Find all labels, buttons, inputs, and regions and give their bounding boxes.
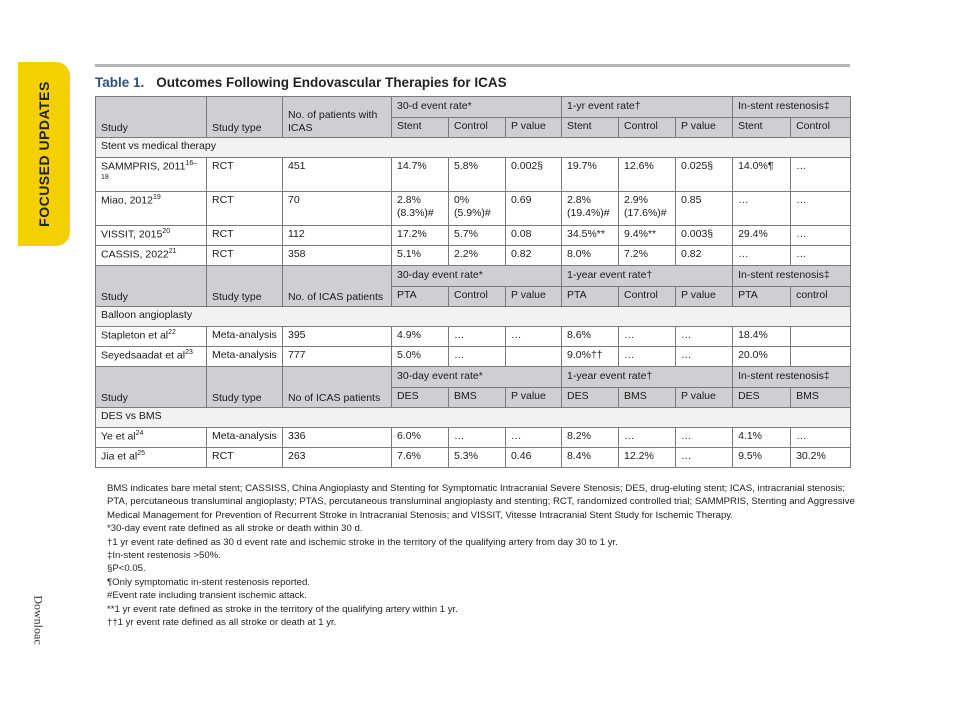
value-cell: 7.6% bbox=[392, 448, 449, 468]
study-cell bbox=[96, 192, 207, 226]
col-subheader: P value bbox=[506, 388, 562, 408]
value-cell: 17.2% bbox=[392, 226, 449, 246]
col-subheader: Stent bbox=[733, 118, 791, 138]
value-cell: … bbox=[676, 428, 733, 448]
value-cell: 0.85 bbox=[676, 192, 733, 226]
value-cell: 2.9% (17.6%)# bbox=[619, 192, 676, 226]
table-footnotes bbox=[95, 482, 855, 629]
col-subheader: Control bbox=[449, 118, 506, 138]
study-name: Seyedsaadat et al bbox=[101, 349, 186, 362]
value-cell: 0.82 bbox=[676, 246, 733, 266]
value-cell: 5.0% bbox=[392, 347, 449, 367]
col-group-header: In-stent restenosis‡ bbox=[733, 97, 851, 118]
patients-cell: 395 bbox=[283, 327, 392, 347]
col-group-header: In-stent restenosis‡ bbox=[733, 266, 851, 287]
col-header-study-type: Study type bbox=[207, 97, 283, 138]
col-group-header: 1-year event rate† bbox=[562, 367, 733, 388]
col-subheader: PTA bbox=[392, 287, 449, 307]
table-row bbox=[96, 448, 851, 468]
value-cell: 8.4% bbox=[562, 448, 619, 468]
col-header-patients: No of ICAS patients bbox=[283, 367, 392, 408]
study-ref: 20 bbox=[162, 228, 171, 235]
col-subheader: P value bbox=[506, 118, 562, 138]
col-subheader: Control bbox=[619, 118, 676, 138]
study-cell bbox=[96, 428, 207, 448]
value-cell: … bbox=[619, 347, 676, 367]
table-row bbox=[96, 192, 851, 226]
patients-cell: 263 bbox=[283, 448, 392, 468]
value-cell: … bbox=[791, 158, 851, 192]
section-row bbox=[96, 307, 851, 327]
section-tab bbox=[18, 62, 70, 246]
value-cell: … bbox=[791, 226, 851, 246]
value-cell: 0.025§ bbox=[676, 158, 733, 192]
col-subheader: BMS bbox=[449, 388, 506, 408]
col-header-patients: No. of patients with ICAS bbox=[283, 97, 392, 138]
col-subheader: P value bbox=[676, 118, 733, 138]
value-cell: 4.9% bbox=[392, 327, 449, 347]
col-subheader: Stent bbox=[562, 118, 619, 138]
value-cell bbox=[791, 327, 851, 347]
col-header-study-type: Study type bbox=[207, 367, 283, 408]
value-cell: 12.2% bbox=[619, 448, 676, 468]
study-cell bbox=[96, 226, 207, 246]
value-cell: … bbox=[733, 192, 791, 226]
table-row bbox=[96, 158, 851, 192]
value-cell: 0% (5.9%)# bbox=[449, 192, 506, 226]
value-cell: … bbox=[791, 192, 851, 226]
outcomes-table bbox=[95, 96, 851, 468]
study-type-cell: Meta-analysis bbox=[207, 428, 283, 448]
value-cell: … bbox=[676, 347, 733, 367]
value-cell: 6.0% bbox=[392, 428, 449, 448]
col-subheader: DES bbox=[392, 388, 449, 408]
table-number: Table 1. bbox=[95, 75, 145, 90]
footnote: ‡In-stent restenosis >50%. bbox=[107, 550, 221, 562]
col-subheader: Control bbox=[791, 118, 851, 138]
table-title bbox=[95, 75, 507, 90]
col-subheader: BMS bbox=[619, 388, 676, 408]
col-subheader: DES bbox=[562, 388, 619, 408]
value-cell: 7.2% bbox=[619, 246, 676, 266]
study-cell bbox=[96, 327, 207, 347]
value-cell: 2.2% bbox=[449, 246, 506, 266]
study-ref: 23 bbox=[185, 349, 193, 356]
header-row bbox=[96, 266, 851, 287]
col-header-study: Study bbox=[96, 367, 207, 408]
col-subheader: P value bbox=[676, 388, 733, 408]
value-cell: 2.8% (19.4%)# bbox=[562, 192, 619, 226]
value-cell: 8.2% bbox=[562, 428, 619, 448]
footnote: *30-day event rate defined as all stroke or death within 30 d. bbox=[107, 523, 363, 535]
footnote: #Event rate including transient ischemic attack. bbox=[107, 590, 307, 602]
table-row bbox=[96, 246, 851, 266]
value-cell: 0.003§ bbox=[676, 226, 733, 246]
value-cell: 4.1% bbox=[733, 428, 791, 448]
col-group-header: 30-day event rate* bbox=[392, 367, 562, 388]
study-name: VISSIT, 2015 bbox=[101, 228, 163, 241]
col-header-study-type: Study type bbox=[207, 266, 283, 307]
section-label: DES vs BMS bbox=[96, 408, 851, 428]
col-group-header: 1-year event rate† bbox=[562, 266, 733, 287]
study-name: Ye et al bbox=[101, 430, 136, 443]
table-title-text: Outcomes Following Endovascular Therapies for ICAS bbox=[156, 75, 507, 90]
value-cell: … bbox=[676, 327, 733, 347]
col-subheader: Control bbox=[619, 287, 676, 307]
value-cell: 14.0%¶ bbox=[733, 158, 791, 192]
value-cell: 9.4%** bbox=[619, 226, 676, 246]
col-header-study: Study bbox=[96, 97, 207, 138]
col-subheader: Control bbox=[449, 287, 506, 307]
value-cell: … bbox=[619, 327, 676, 347]
value-cell: … bbox=[676, 448, 733, 468]
patients-cell: 777 bbox=[283, 347, 392, 367]
value-cell: 5.7% bbox=[449, 226, 506, 246]
col-subheader: control bbox=[791, 287, 851, 307]
col-subheader: BMS bbox=[791, 388, 851, 408]
study-type-cell: RCT bbox=[207, 192, 283, 226]
study-ref: 21 bbox=[168, 248, 177, 255]
col-subheader: PTA bbox=[733, 287, 791, 307]
value-cell: 9.5% bbox=[733, 448, 791, 468]
study-name: Jia et al bbox=[101, 450, 138, 463]
section-tab-label: FOCUSED UPDATES bbox=[36, 81, 52, 227]
study-cell bbox=[96, 347, 207, 367]
col-subheader: P value bbox=[676, 287, 733, 307]
col-subheader: P value bbox=[506, 287, 562, 307]
col-subheader: PTA bbox=[562, 287, 619, 307]
patients-cell: 112 bbox=[283, 226, 392, 246]
footnote: **1 yr event rate defined as stroke in the territory of the qualifying artery within 1 yr. bbox=[107, 603, 458, 615]
table-row bbox=[96, 327, 851, 347]
study-type-cell: RCT bbox=[207, 246, 283, 266]
study-ref: 19 bbox=[152, 194, 161, 201]
study-type-cell: RCT bbox=[207, 448, 283, 468]
study-name: Stapleton et al bbox=[101, 329, 169, 342]
value-cell: 5.1% bbox=[392, 246, 449, 266]
value-cell bbox=[506, 347, 562, 367]
value-cell: 9.0%†† bbox=[562, 347, 619, 367]
value-cell bbox=[791, 347, 851, 367]
col-subheader: DES bbox=[733, 388, 791, 408]
col-group-header: 1-yr event rate† bbox=[562, 97, 733, 118]
value-cell: … bbox=[449, 327, 506, 347]
abbreviations-note: BMS indicates bare metal stent; CASSISS, China Angioplasty and Stenting for Symptomatic Intracranial Severe Stenosis; DES, drug-eluting stent; ICAS, intracranial stenosis; PTA, percutaneous transluminal angioplasty; PTAS, percutaneous transluminal angioplasty and stenting; RCT, randomized controlled trial; SAMMPRIS, Stenting and Aggressive Medical Management for Prevention of Recurrent Stroke in Intracranial Stenosis; and VISSIT, Vitesse Intracranial Stent Study for Ischemic Therapy. bbox=[107, 483, 855, 521]
study-ref: 24 bbox=[135, 430, 144, 437]
study-type-cell: Meta-analysis bbox=[207, 347, 283, 367]
value-cell: 19.7% bbox=[562, 158, 619, 192]
download-watermark: Downloac bbox=[31, 595, 46, 645]
value-cell: … bbox=[619, 428, 676, 448]
value-cell: 0.69 bbox=[506, 192, 562, 226]
value-cell: … bbox=[449, 428, 506, 448]
top-rule bbox=[95, 64, 850, 67]
section-label: Balloon angioplasty bbox=[96, 307, 851, 327]
value-cell: 14.7% bbox=[392, 158, 449, 192]
header-row bbox=[96, 367, 851, 388]
study-name: Miao, 2012 bbox=[101, 194, 153, 207]
section-label: Stent vs medical therapy bbox=[96, 138, 851, 158]
table-row bbox=[96, 226, 851, 246]
value-cell: 5.8% bbox=[449, 158, 506, 192]
footnote: †1 yr event rate defined as 30 d event rate and ischemic stroke in the territory of the qualifying artery from day 30 to 1 yr. bbox=[107, 536, 618, 548]
study-cell bbox=[96, 246, 207, 266]
study-name: SAMMPRIS, 2011 bbox=[101, 160, 186, 173]
value-cell: 8.6% bbox=[562, 327, 619, 347]
col-header-patients: No. of ICAS patients bbox=[283, 266, 392, 307]
study-type-cell: RCT bbox=[207, 158, 283, 192]
patients-cell: 70 bbox=[283, 192, 392, 226]
table-row bbox=[96, 428, 851, 448]
value-cell: 34.5%** bbox=[562, 226, 619, 246]
patients-cell: 358 bbox=[283, 246, 392, 266]
col-group-header: In-stent restenosis‡ bbox=[733, 367, 851, 388]
study-ref: 25 bbox=[137, 450, 145, 457]
col-group-header: 30-d event rate* bbox=[392, 97, 562, 118]
value-cell: … bbox=[506, 327, 562, 347]
footnote: ††1 yr event rate defined as all stroke or death at 1 yr. bbox=[107, 617, 337, 629]
study-type-cell: RCT bbox=[207, 226, 283, 246]
study-type-cell: Meta-analysis bbox=[207, 327, 283, 347]
value-cell: 0.82 bbox=[506, 246, 562, 266]
study-ref: 16–18 bbox=[101, 160, 198, 181]
patients-cell: 336 bbox=[283, 428, 392, 448]
section-row bbox=[96, 408, 851, 428]
value-cell: 2.8% (8.3%)# bbox=[392, 192, 449, 226]
value-cell: … bbox=[791, 428, 851, 448]
value-cell: … bbox=[733, 246, 791, 266]
study-cell bbox=[96, 448, 207, 468]
value-cell: 30.2% bbox=[791, 448, 851, 468]
value-cell: 29.4% bbox=[733, 226, 791, 246]
section-row bbox=[96, 138, 851, 158]
value-cell: 5.3% bbox=[449, 448, 506, 468]
study-cell bbox=[96, 158, 207, 192]
footnote: §P<0.05. bbox=[107, 563, 146, 575]
value-cell: 20.0% bbox=[733, 347, 791, 367]
value-cell: 0.46 bbox=[506, 448, 562, 468]
footnote: ¶Only symptomatic in-stent restenosis reported. bbox=[107, 576, 310, 588]
value-cell: … bbox=[791, 246, 851, 266]
study-ref: 22 bbox=[168, 329, 176, 336]
value-cell: 8.0% bbox=[562, 246, 619, 266]
value-cell: 0.002§ bbox=[506, 158, 562, 192]
col-subheader: Stent bbox=[392, 118, 449, 138]
study-name: CASSIS, 2022 bbox=[101, 248, 169, 261]
table-row bbox=[96, 347, 851, 367]
col-header-study: Study bbox=[96, 266, 207, 307]
value-cell: … bbox=[506, 428, 562, 448]
value-cell: 0.08 bbox=[506, 226, 562, 246]
col-group-header: 30-day event rate* bbox=[392, 266, 562, 287]
patients-cell: 451 bbox=[283, 158, 392, 192]
header-row bbox=[96, 97, 851, 118]
value-cell: 18.4% bbox=[733, 327, 791, 347]
value-cell: 12.6% bbox=[619, 158, 676, 192]
value-cell: … bbox=[449, 347, 506, 367]
